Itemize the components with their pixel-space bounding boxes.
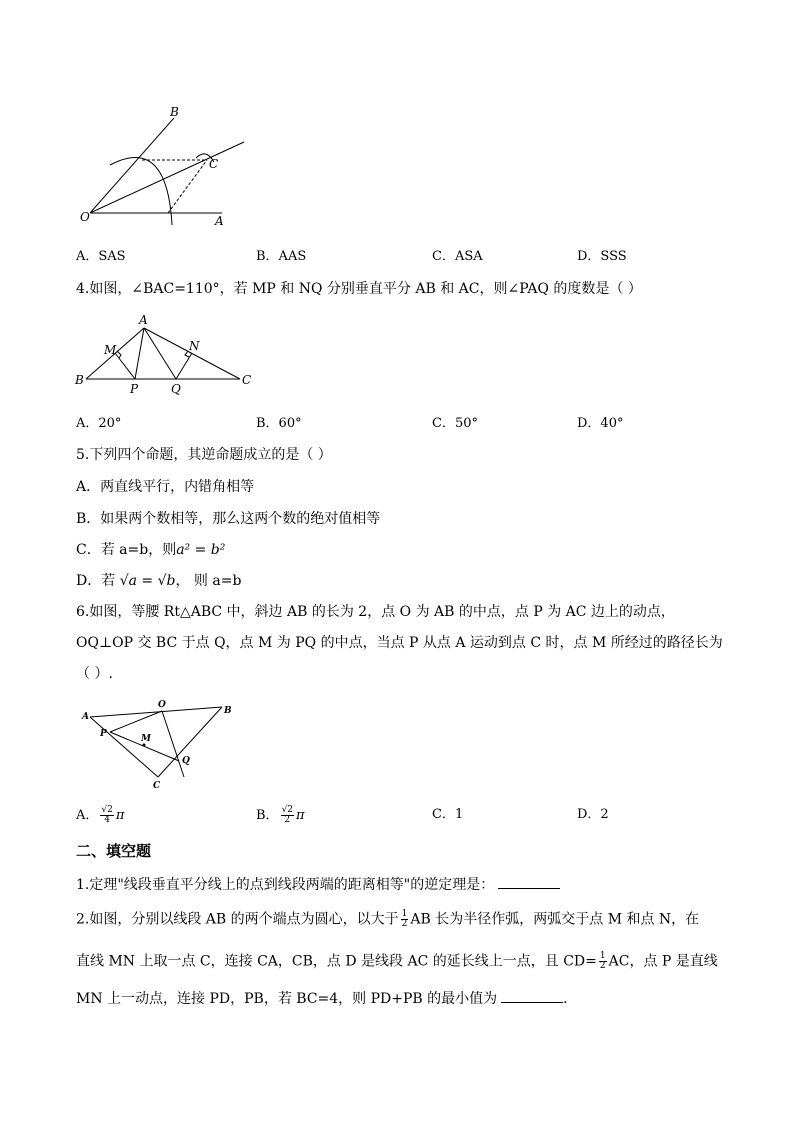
q4-figure — [72, 310, 262, 400]
q4-label-p: P — [130, 382, 139, 396]
q6-figure — [80, 695, 245, 795]
fill2-line3-b: . — [563, 991, 568, 1007]
fill2-line3 — [76, 988, 568, 1008]
fraction-numerator: 1 — [599, 951, 606, 961]
q6-stem-line1: 6.如图，等腰 Rt△ABC 中，斜边 AB 的长为 2，点 O 为 AB 的中点，点 P 为 AC 边上的动点， — [76, 604, 675, 620]
fill2-line2-b: AC，点 P 是直线 — [608, 953, 718, 970]
segment-ap — [135, 328, 144, 379]
segment-aq — [144, 328, 176, 379]
side-ab — [90, 707, 222, 717]
q6-label-m: M — [141, 734, 151, 744]
q6-option-c[interactable]: C．1 — [432, 807, 464, 822]
ray-oc — [90, 142, 244, 213]
fill2-line3-a: MN 上一动点，连接 PD，PB，若 BC=4，则 PD+PB 的最小值为 — [76, 991, 498, 1007]
q4-label-m: M — [104, 343, 117, 357]
fill2-line1-b: AB 长为半径作弧，两弧交于点 M 和点 N，在 — [410, 911, 700, 928]
q5-option-d-math: √a = √b — [119, 573, 176, 589]
q4-label-c: C — [242, 373, 252, 387]
fill1-question — [76, 874, 560, 894]
q4-option-c[interactable]: C．50° — [432, 416, 478, 431]
q4-label-b: B — [75, 373, 84, 387]
q3-option-a[interactable]: A．SAS — [76, 249, 126, 264]
fraction-denominator: 2 — [284, 815, 291, 825]
q4-option-b[interactable]: B．60° — [256, 416, 302, 431]
q4-label-a: A — [139, 313, 148, 327]
side-bc — [158, 707, 222, 777]
q6-option-b-prefix: B． — [256, 808, 279, 823]
q6-stem-line2: OQ⊥OP 交 BC 于点 Q，点 M 为 PQ 的中点，当点 P 从点 A 运动到点 C 时，点 M 所经过的路径长为 — [76, 635, 723, 651]
fill2-line2-a: 直线 MN 上取一点 C，连接 CA，CB，点 D 是线段 AC 的延长线上一点，且 CD= — [76, 953, 597, 970]
pi-symbol: π — [115, 808, 125, 823]
q6-option-a[interactable] — [76, 806, 124, 825]
q6-label-o: O — [158, 700, 166, 710]
q6-label-q: Q — [182, 756, 190, 766]
q4-option-a[interactable]: A．20° — [76, 416, 122, 431]
q3-label-a: A — [215, 214, 224, 228]
fill2-fraction-1 — [401, 910, 409, 929]
fraction-denominator: 2 — [401, 919, 408, 929]
fraction-numerator: 1 — [401, 909, 408, 919]
segment-nq — [176, 353, 192, 379]
q5-option-c-math: a² = b² — [176, 542, 226, 558]
q3-option-c[interactable]: C．ASA — [432, 249, 483, 264]
q5-option-c[interactable] — [76, 541, 225, 559]
fill2-line2 — [76, 952, 718, 971]
q6-option-a-prefix: A． — [76, 808, 99, 823]
ray-ob — [90, 118, 174, 213]
pi-symbol: π — [296, 808, 305, 823]
segment-op — [110, 711, 162, 732]
q5-option-c-prefix: C．若 a=b，则 — [76, 542, 177, 558]
q6-label-c: C — [153, 781, 161, 791]
fill2-line1 — [76, 910, 699, 929]
q6-option-b[interactable] — [256, 806, 305, 825]
fill2-line1-a: 2.如图，分别以线段 AB 的两个端点为圆心，以大于 — [76, 911, 399, 928]
fill1-text: 1.定理"线段垂直平分线上的点到线段两端的距离相等"的逆定理是： — [76, 877, 495, 893]
fraction-numerator: √2 — [281, 805, 294, 815]
q3-label-b: B — [170, 105, 179, 119]
q6-option-d[interactable]: D．2 — [577, 807, 609, 822]
fill1-answer-blank[interactable] — [498, 874, 560, 889]
q6-label-b: B — [224, 706, 232, 716]
q5-option-b[interactable]: B．如果两个数相等，那么这两个数的绝对值相等 — [76, 511, 381, 527]
fraction-denominator: 2 — [599, 961, 606, 971]
segment-mp — [115, 353, 135, 379]
q4-label-n: N — [189, 339, 200, 353]
q5-option-d-suffix: ， 则 a=b — [175, 573, 242, 589]
q3-figure — [72, 100, 262, 230]
q4-label-q: Q — [171, 382, 181, 396]
q6-label-a: A — [82, 712, 89, 722]
q5-option-d-prefix: D．若 — [76, 573, 116, 589]
q4-stem: 4.如图，∠BAC=110°，若 MP 和 NQ 分别垂直平分 AB 和 AC，则∠PAQ 的度数是（ ） — [76, 281, 642, 297]
fill2-fraction-2 — [599, 952, 607, 971]
q4-option-d[interactable]: D．40° — [577, 416, 624, 431]
arc-large — [110, 158, 172, 226]
q6-option-a-fraction — [100, 806, 113, 825]
q3-label-o: O — [80, 210, 90, 224]
q5-option-d[interactable] — [76, 572, 241, 590]
q6-stem-line3: （ ）. — [76, 666, 113, 682]
q6-label-p: P — [100, 729, 107, 739]
fraction-denominator: 4 — [104, 815, 110, 825]
q3-label-c: C — [209, 157, 219, 171]
fraction-numerator: √2 — [101, 805, 113, 815]
q3-option-d[interactable]: D．SSS — [577, 249, 627, 264]
q3-option-b[interactable]: B．AAS — [256, 249, 307, 264]
q5-stem: 5.下列四个命题，其逆命题成立的是（ ） — [76, 447, 332, 463]
fill2-answer-blank[interactable] — [501, 988, 563, 1003]
section-title: 二、填空题 — [76, 842, 152, 860]
segment-oq — [162, 711, 184, 777]
q5-option-a[interactable]: A．两直线平行，内错角相等 — [76, 479, 255, 495]
q6-option-b-fraction — [281, 806, 294, 825]
